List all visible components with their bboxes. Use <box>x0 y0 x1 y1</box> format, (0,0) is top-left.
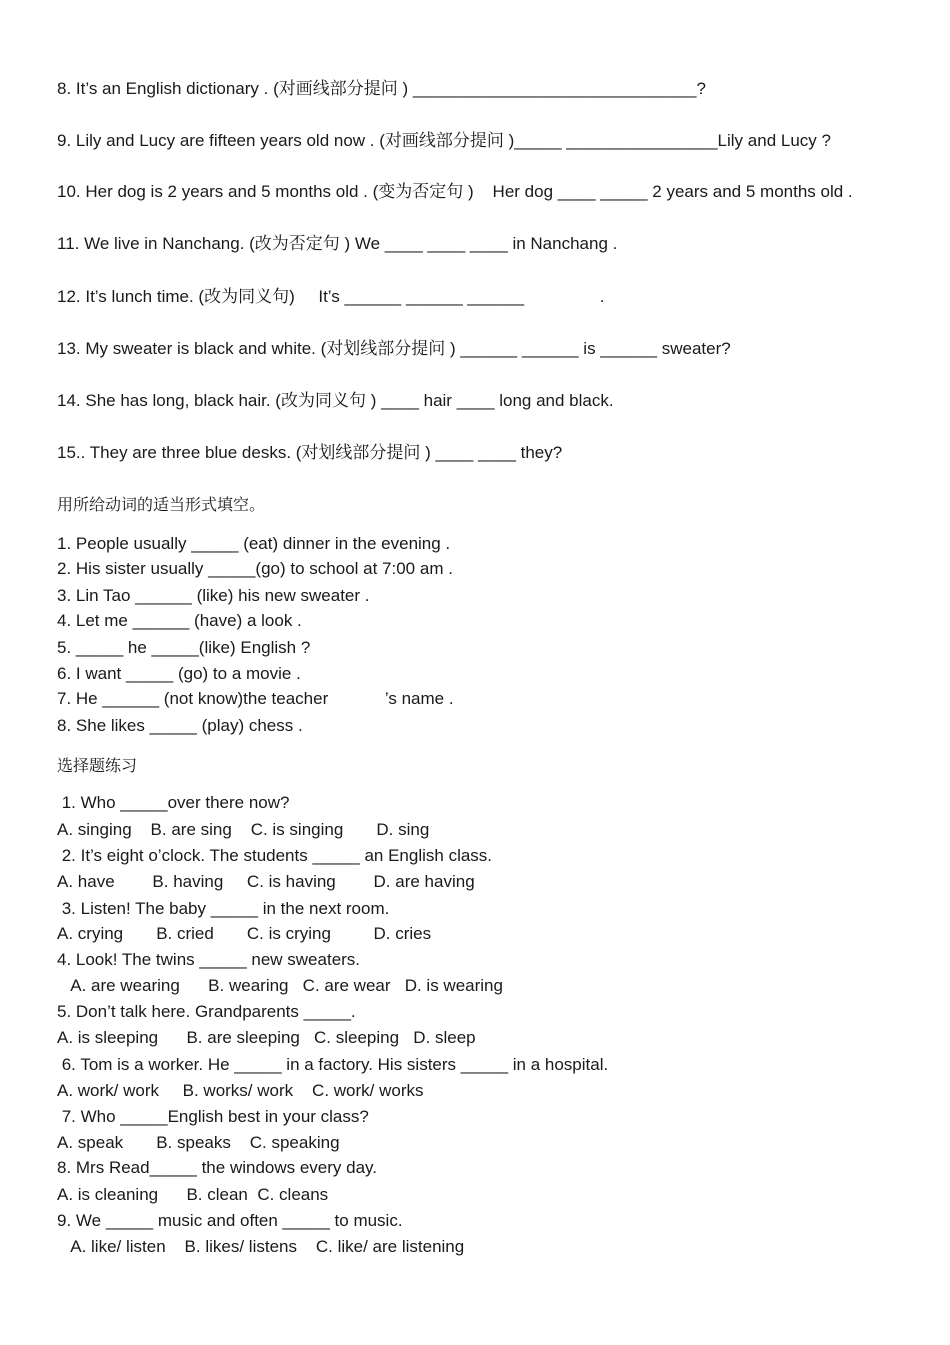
verb-item-4: 4. Let me ______ (have) a look . <box>57 611 302 630</box>
choice-options-3: A. crying B. cried C. is crying D. cries <box>57 924 432 943</box>
transform-question-9: 9. Lily and Lucy are fifteen years old now . (对画线部分提问 )_____ ________________Lily and Lucy ? <box>57 131 831 150</box>
choice-options-2: A. have B. having C. is having D. are having <box>57 872 475 891</box>
choice-options-8: A. is cleaning B. clean C. cleans <box>57 1185 329 1204</box>
choice-question-4: 4. Look! The twins _____ new sweaters. <box>57 950 361 969</box>
choice-question-8: 8. Mrs Read_____ the windows every day. <box>57 1158 378 1177</box>
verb-item-6: 6. I want _____ (go) to a movie . <box>57 664 301 683</box>
choice-options-1: A. singing B. are sing C. is singing D. sing <box>57 820 430 839</box>
choice-question-7: 7. Who _____English best in your class? <box>57 1107 369 1126</box>
verb-section-heading: 用所给动词的适当形式填空。 <box>57 495 266 514</box>
choice-options-5: A. is sleeping B. are sleeping C. sleeping D. sleep <box>57 1028 476 1047</box>
verb-item-3: 3. Lin Tao ______ (like) his new sweater . <box>57 586 370 605</box>
verb-item-5: 5. _____ he _____(like) English ? <box>57 638 311 657</box>
choice-question-1: 1. Who _____over there now? <box>57 793 290 812</box>
transform-question-13: 13. My sweater is black and white. (对划线部分提问 ) ______ ______ is ______ sweater? <box>57 339 731 358</box>
choice-options-4: A. are wearing B. wearing C. are wear D. is wearing <box>57 976 503 995</box>
choice-question-9: 9. We _____ music and often _____ to music. <box>57 1211 403 1230</box>
verb-item-2: 2. His sister usually _____(go) to school at 7:00 am . <box>57 559 453 578</box>
choice-question-2: 2. It’s eight o’clock. The students _____ an English class. <box>57 846 493 865</box>
transform-question-11: 11. We live in Nanchang. (改为否定句 ) We ____ ____ ____ in Nanchang . <box>57 234 618 253</box>
choice-options-7: A. speak B. speaks C. speaking <box>57 1133 340 1152</box>
transform-question-8: 8. It’s an English dictionary . (对画线部分提问 ) ______________________________? <box>57 79 706 98</box>
verb-item-7: 7. He ______ (not know)the teacher ’s name . <box>57 689 454 708</box>
choice-section-heading: 选择题练习 <box>57 756 138 775</box>
verb-item-1: 1. People usually _____ (eat) dinner in the evening . <box>57 534 451 553</box>
transform-question-10: 10. Her dog is 2 years and 5 months old . (变为否定句 ) Her dog ____ _____ 2 years and 5 months old . <box>57 182 853 201</box>
choice-question-6: 6. Tom is a worker. He _____ in a factory. His sisters _____ in a hospital. <box>57 1055 609 1074</box>
transform-question-12: 12. It’s lunch time. (改为同义句) It’s ______ ______ ______ . <box>57 287 605 306</box>
verb-item-8: 8. She likes _____ (play) chess . <box>57 716 303 735</box>
transform-question-15: 15.. They are three blue desks. (对划线部分提问 ) ____ ____ they? <box>57 443 563 462</box>
choice-question-3: 3. Listen! The baby _____ in the next room. <box>57 899 390 918</box>
transform-question-14: 14. She has long, black hair. (改为同义句 ) ____ hair ____ long and black. <box>57 391 614 410</box>
choice-options-6: A. work/ work B. works/ work C. work/ works <box>57 1081 424 1100</box>
choice-question-5: 5. Don’t talk here. Grandparents _____. <box>57 1002 356 1021</box>
choice-options-9: A. like/ listen B. likes/ listens C. like/ are listening <box>57 1237 465 1256</box>
